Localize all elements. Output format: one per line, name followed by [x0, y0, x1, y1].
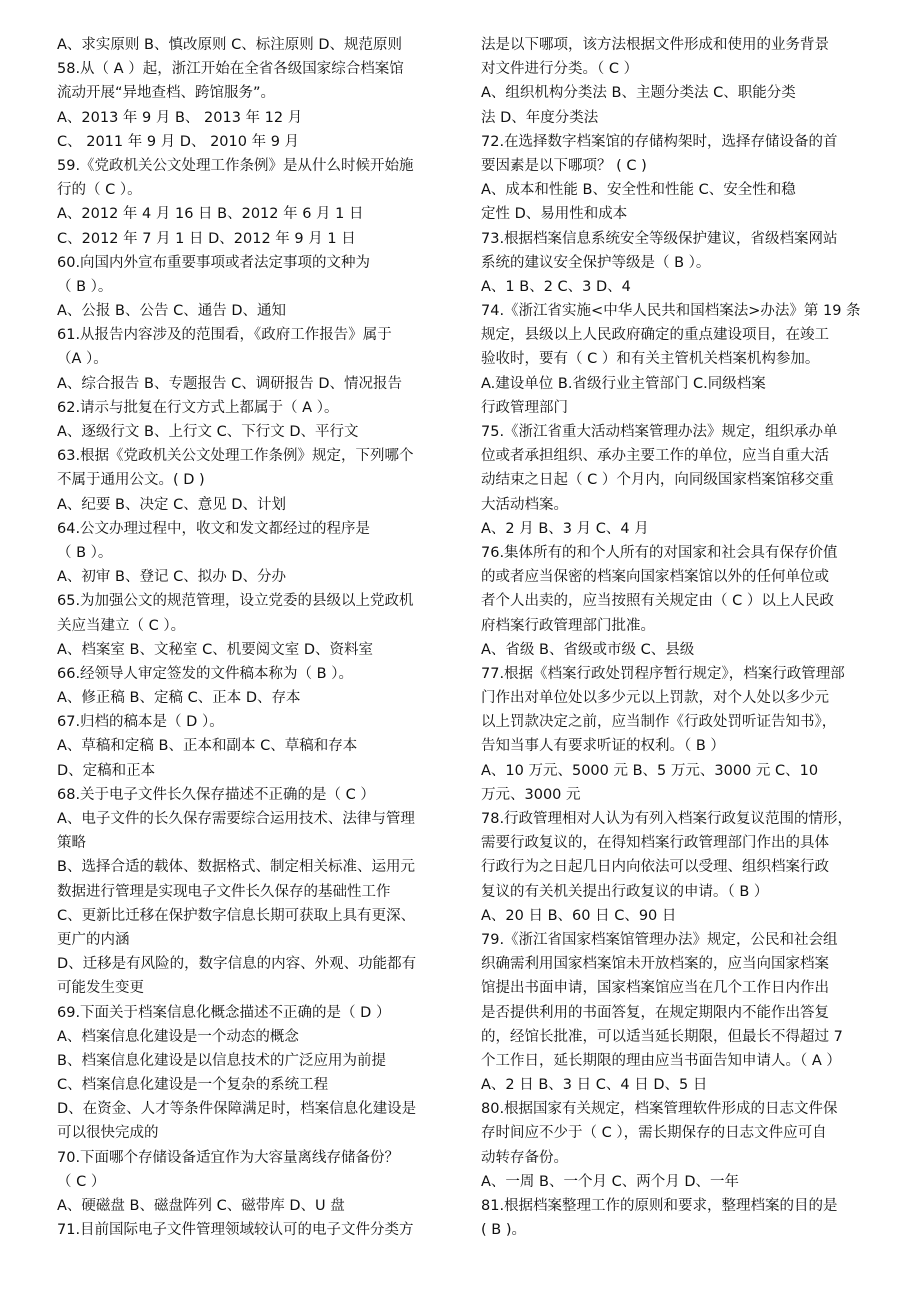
right-text-line: 复议的有关机关提出行政复议的申请。（ B ） [481, 883, 769, 900]
right-text-line: 动结束之日起（ C ）个月内，向同级国家档案馆移交重 [481, 472, 834, 489]
right-text-line: 规定，县级以上人民政府确定的重点建设项目，在竣工 [481, 327, 829, 344]
right-text-line: 77.根据《档案行政处罚程序暂行规定》，档案行政管理部 [481, 665, 845, 682]
left-text-line: A、档案信息化建设是一个动态的概念 [57, 1028, 299, 1045]
left-text-line: 69.下面关于档案信息化概念描述不正确的是（ D ） [57, 1004, 391, 1021]
left-text-line: 68.关于电子文件长久保存描述不正确的是（ C ） [57, 786, 375, 803]
right-text-line: 78.行政管理相对人认为有列入档案行政复议范围的情形， [481, 811, 853, 827]
right-text-line: ( B )。 [481, 1222, 526, 1239]
left-text-line: A、公报 B、公告 C、通告 D、通知 [57, 303, 286, 320]
left-text-line: （ B ）。 [57, 544, 113, 561]
left-text-line: 63.根据《党政机关公文处理工作条例》规定，下列哪个 [57, 448, 414, 465]
left-text-line: 67.归档的稿本是（ D ）。 [57, 714, 224, 731]
left-text-line: 更广的内涵 [57, 931, 130, 948]
right-text-line: 告知当事人有要求听证的权利。（ B ） [481, 738, 725, 755]
right-text-line: 75.《浙江省重大活动档案管理办法》规定，组织承办单 [481, 424, 838, 440]
right-text-line: 73.根据档案信息系统安全等级保护建议，省级档案网站 [481, 230, 838, 247]
right-text-line: 定性 D、易用性和成本 [481, 206, 628, 223]
right-text-line: 行政管理部门 [481, 399, 568, 416]
left-text-line: 65.为加强公文的规范管理，设立党委的县级以上党政机 [57, 593, 414, 610]
right-text-line: 个工作日，延长期限的理由应当书面告知申请人。（ A ） [481, 1052, 841, 1069]
left-text-line: 不属于通用公文。( D ) [57, 472, 205, 489]
left-text-line: C、档案信息化建设是一个复杂的系统工程 [57, 1077, 329, 1094]
left-text-line: A、电子文件的长久保存需要综合运用技术、法律与管理 [57, 811, 415, 827]
right-text-line: A、省级 B、省级或市级 C、县级 [481, 641, 695, 658]
right-text-line: A、一周 B、一个月 C、两个月 D、一年 [481, 1173, 739, 1190]
left-text-line: 策略 [57, 835, 86, 852]
left-text-line: D、迁移是有风险的，数字信息的内容、外观、功能都有 [57, 956, 417, 973]
left-text-line: A、2013 年 9 月 B、 2013 年 12 月 [57, 109, 303, 126]
right-text-line: 法 D、年度分类法 [481, 109, 599, 126]
right-text-line: 74.《浙江省实施<中华人民共和国档案法>办法》第 19 条 [481, 303, 861, 320]
left-text-line: A、初审 B、登记 C、拟办 D、分办 [57, 569, 286, 586]
left-text-line: 关应当建立（ C ）。 [57, 617, 186, 634]
left-column [57, 33, 453, 1242]
left-text-line: A、档案室 B、文秘室 C、机要阅文室 D、资料室 [57, 641, 373, 658]
left-text-line: （ C ） [57, 1173, 106, 1190]
right-text-line: 对文件进行分类。（ C ） [481, 61, 639, 78]
right-text-line: 72.在选择数字档案馆的存储构架时，选择存储设备的首 [481, 133, 838, 150]
right-text-line: 法是以下哪项，该方法根据文件形成和使用的业务背景 [481, 37, 829, 53]
left-text-line: A、综合报告 B、专题报告 C、调研报告 D、情况报告 [57, 375, 402, 392]
right-text-line: 织确需利用国家档案馆未开放档案的，应当向国家档案 [481, 956, 829, 973]
right-text-line: 者个人出卖的，应当按照有关规定由（ C ）以上人民政 [481, 593, 834, 610]
right-text-line: 是否提供利用的书面答复，在规定期限内不能作出答复 [481, 1004, 829, 1021]
right-text-line: 验收时，要有（ C ）和有关主管机关档案机构参加。 [481, 351, 820, 368]
right-text-line: 需要行政复议的，在得知档案行政管理部门作出的具体 [481, 835, 829, 852]
left-text-line: B、选择合适的载体、数据格式、制定相关标准、运用元 [57, 859, 415, 876]
left-text-line: A、逐级行文 B、上行文 C、下行文 D、平行文 [57, 424, 359, 440]
right-text-line: 系统的建议安全保护等级是（ B ）。 [481, 254, 711, 271]
right-text-line: A、20 日 B、60 日 C、90 日 [481, 907, 677, 924]
left-text-line: 数据进行管理是实现电子文件长久保存的基础性工作 [57, 883, 391, 900]
left-text-line: A、纪要 B、决定 C、意见 D、计划 [57, 496, 286, 513]
left-text-line: D、定稿和正本 [57, 762, 156, 779]
right-text-line: 76.集体所有的和个人所有的对国家和社会具有保存价值 [481, 544, 838, 561]
right-text-line: 以上罚款决定之前，应当制作《行政处罚听证告知书》， [481, 714, 837, 731]
right-text-line: A、成本和性能 B、安全性和性能 C、安全性和稳 [481, 182, 796, 199]
right-text-line: A.建设单位 B.省级行业主管部门 C.同级档案 [481, 375, 766, 392]
left-text-line: 62.请示与批复在行文方式上都属于（ A ）。 [57, 399, 339, 416]
right-text-line: A、2 日 B、3 日 C、4 日 D、5 日 [481, 1077, 708, 1094]
left-text-line: 64.公文办理过程中，收文和发文都经过的程序是 [57, 520, 371, 537]
right-text-line: 81.根据档案整理工作的原则和要求，整理档案的目的是 [481, 1198, 838, 1214]
right-text-line: 馆提出书面申请，国家档案馆应当在几个工作日内作出 [481, 980, 829, 997]
right-text-line: 的，经馆长批准，可以适当延长期限，但最长不得超过 7 [481, 1028, 843, 1045]
left-text-line: （ B ）。 [57, 278, 113, 295]
left-text-line: （A ）。 [57, 351, 108, 368]
right-text-line: A、1 B、2 C、3 D、4 [481, 278, 631, 295]
left-text-line: A、草稿和定稿 B、正本和副本 C、草稿和存本 [57, 738, 358, 755]
right-text-line: A、组织机构分类法 B、主题分类法 C、职能分类 [481, 85, 796, 102]
right-text-line: 门作出对单位处以多少元以上罚款，对个人处以多少元 [481, 690, 829, 707]
right-text-line: 行政行为之日起几日内向依法可以受理、组织档案行政 [481, 859, 829, 876]
left-text-line: 59.《党政机关公文处理工作条例》是从什么时候开始施 [57, 157, 414, 174]
right-text-line: 80.根据国家有关规定，档案管理软件形成的日志文件保 [481, 1101, 838, 1118]
right-text-line: 位或者承担组织、承办主要工作的单位，应当自重大活 [481, 448, 829, 465]
right-text-line: 万元、3000 元 [481, 786, 581, 803]
right-text-line: A、10 万元、5000 元 B、5 万元、3000 元 C、10 [481, 762, 819, 779]
left-text-line: 70.下面哪个存储设备适宜作为大容量离线存储备份？ [57, 1149, 400, 1166]
right-text-line: 大活动档案。 [481, 496, 568, 513]
left-text-line: 61.从报告内容涉及的范围看，《政府工作报告》属于 [57, 327, 392, 344]
right-column [481, 33, 879, 1242]
left-text-line: C、 2011 年 9 月 D、 2010 年 9 月 [57, 133, 300, 150]
left-text-line: 流动开展“异地查档、跨馆服务”。 [57, 85, 276, 102]
left-text-line: 行的（ C ）。 [57, 182, 142, 199]
right-text-line: 存时间应不少于（ C ），需长期保存的日志文件应可自 [481, 1125, 827, 1142]
left-text-line: 66.经领导人审定签发的文件稿本称为（ B ）。 [57, 665, 353, 682]
left-text-line: A、求实原则 B、慎改原则 C、标注原则 D、规范原则 [57, 37, 402, 53]
right-text-line: 府档案行政管理部门批准。 [481, 617, 655, 634]
left-text-line: 58.从（ A ）起，浙江开始在全省各级国家综合档案馆 [57, 61, 404, 78]
left-text-line: A、修正稿 B、定稿 C、正本 D、存本 [57, 690, 301, 707]
left-text-line: C、2012 年 7 月 1 日 D、2012 年 9 月 1 日 [57, 230, 356, 247]
left-text-line: 可以很快完成的 [57, 1125, 159, 1142]
left-text-line: A、硬磁盘 B、磁盘阵列 C、磁带库 D、U 盘 [57, 1198, 345, 1214]
left-text-line: C、更新比迁移在保护数字信息长期可获取上具有更深、 [57, 907, 416, 924]
right-text-line: 动转存备份。 [481, 1149, 568, 1166]
left-text-line: 60.向国内外宣布重要事项或者法定事项的文种为 [57, 254, 371, 271]
right-text-line: 要因素是以下哪项？ ( C ) [481, 157, 647, 174]
left-text-line: D、在资金、人才等条件保障满足时，档案信息化建设是 [57, 1101, 417, 1118]
left-text-line: A、2012 年 4 月 16 日 B、2012 年 6 月 1 日 [57, 206, 364, 223]
right-text-line: 的或者应当保密的档案向国家档案馆以外的任何单位或 [481, 569, 829, 586]
left-text-line: B、档案信息化建设是以信息技术的广泛应用为前提 [57, 1052, 386, 1069]
right-text-line: 79.《浙江省国家档案馆管理办法》规定，公民和社会组 [481, 931, 838, 948]
left-text-line: 可能发生变更 [57, 980, 144, 997]
right-text-line: A、2 月 B、3 月 C、4 月 [481, 520, 649, 537]
left-text-line: 71.目前国际电子文件管理领域较认可的电子文件分类方 [57, 1222, 414, 1239]
